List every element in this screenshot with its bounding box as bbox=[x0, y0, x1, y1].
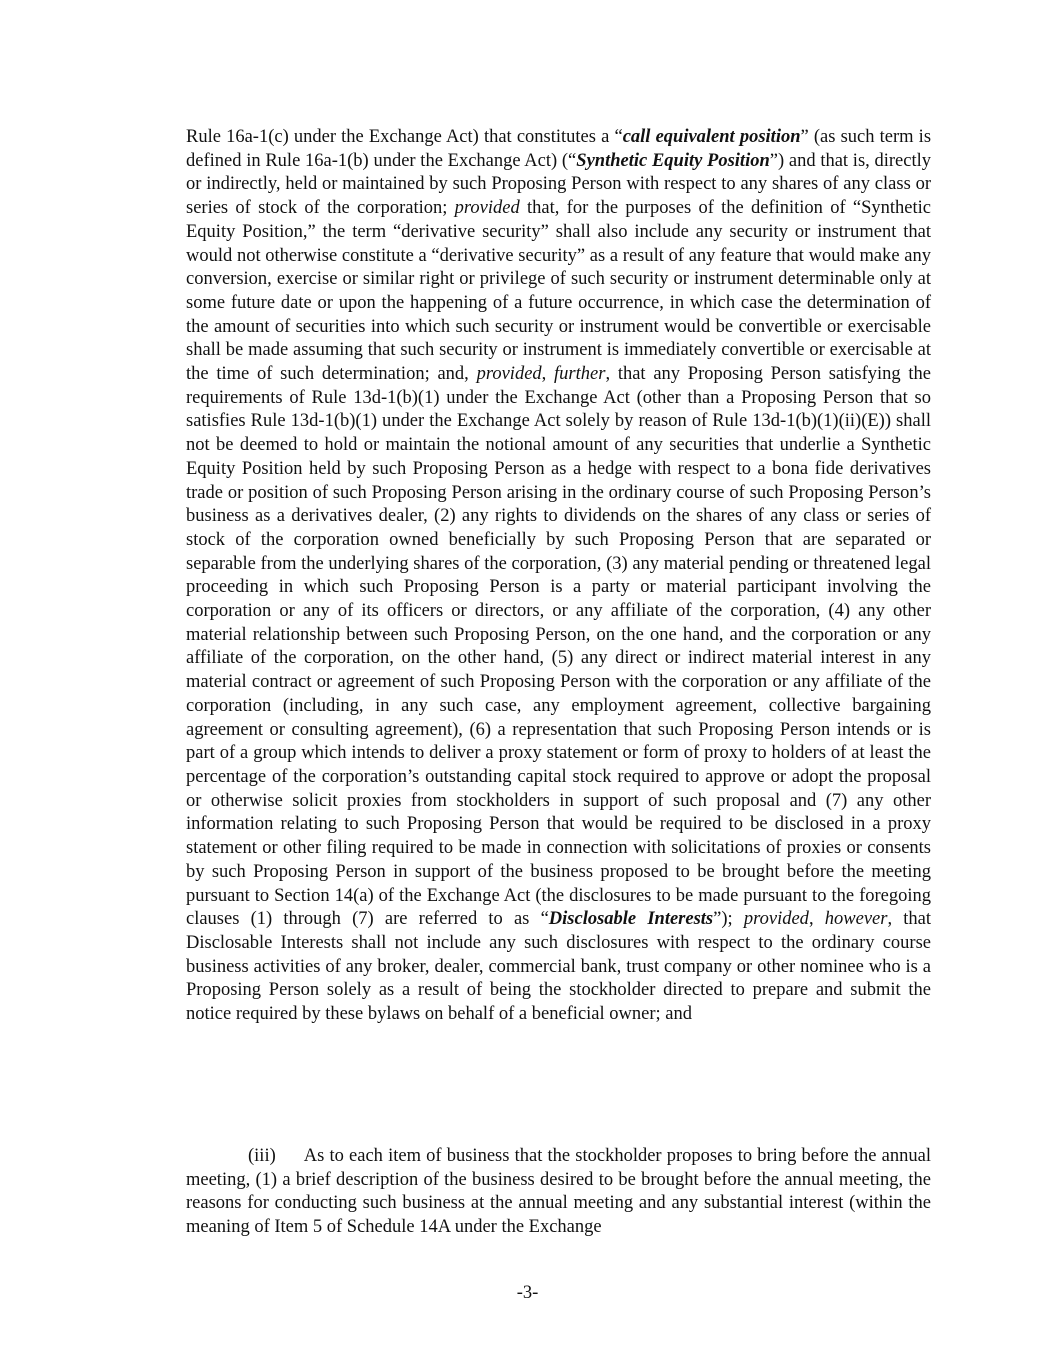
emphasis-further: further bbox=[554, 364, 606, 385]
text-run: , that Disclosable Interests shall not include any such disclosures with respect to the ordinary course business activities of any broker, dealer, commercial bank, trust company or other nominee who is a Proposing Person solely as a result of being the stockholder directed to prepare and submit the notice required by these bylaws on behalf of a beneficial owner; and bbox=[186, 909, 932, 1025]
page-number: -3- bbox=[516, 1283, 539, 1303]
defined-term-call-equivalent-position: call equivalent position bbox=[622, 127, 801, 147]
text-run: ”); bbox=[713, 909, 744, 930]
text-run: , bbox=[808, 909, 825, 930]
emphasis-provided: provided bbox=[454, 198, 520, 219]
emphasis-however: however bbox=[824, 909, 888, 930]
text-run: , that any Proposing Person satisfying the requirements of Rule 13d-1(b)(1) under the Exchange Act (other than a Proposing Person that so satisfies Rule 13d-1(b)(1) under the Exchange Act solely by reason of Rule 13d-1(b)(1)(ii)(E)) shall not be deemed to hold or maintain the notional amount of any securities that underlie a Synthetic Equity Position held by such Proposing Person as a hedge with respect to a bona fide derivatives trade or position of such Proposing Person arising in the ordinary course of such Proposing Person’s business as a derivatives dealer, (2) any rights to dividends on the shares of any class or series of stock of the corporation owned beneficially by such Proposing Person that are separated or separable from the underlying shares of the corporation, (3) any material pending or threatened legal proceeding in which such Proposing Person is a party or material participant involving the corporation or any of its officers or directors, or any affiliate of the corporation, (4) any other material relationship between such Proposing Person, on the one hand, and the corporation or any affiliate of the corporation, on the other hand, (5) any direct or indirect material interest in any material contract or agreement of such Proposing Person with the corporation or any affiliate of the corporation (including, in any such case, any employment agreement, collective bargaining agreement or consulting agreement), (6) a representation that such Proposing Person intends or is part of a group which intends to deliver a proxy statement or form of proxy to holders of at least the percentage of the corporation’s outstanding capital stock required to approve or adopt the proposal or otherwise solicit proxies from stockholders in support of such proposal and (7) any other information relating to such Proposing Person that would be required to be disclosed in a proxy statement or other filing required to be made in connection with solicitations of proxies or consents by such Proposing Person in support of the business proposed to be brought before the meeting pursuant to Section 14(a) of the Exchange Act (the disclosures to be made pursuant to the foregoing clauses (1) through (7) are referred to as “ bbox=[186, 364, 931, 930]
text-run: ”) and that is, directly or indirectly, held or maintained by such Proposing Person with respect to any shares of any class or series of stock of the corporation; bbox=[186, 150, 932, 219]
clause-marker: (iii) bbox=[248, 1146, 276, 1166]
clause-iii-paragraph bbox=[186, 1145, 931, 1240]
defined-term-synthetic-equity-position: Synthetic Equity Position bbox=[576, 150, 770, 171]
text-run: Rule 16a-1(c) under the Exchange Act) that constitutes a “ bbox=[186, 127, 623, 147]
clause-text: As to each item of business that the stockholder proposes to bring before the annual meeting, (1) a brief description of the business desired to be brought before the annual meeting, the reasons for conducting such business at the annual meeting and any substantial interest (within the meaning of Item 5 of Schedule 14A under the Exchange bbox=[186, 1146, 931, 1238]
text-run: ” (as such term is defined in Rule 16a-1(b) under the Exchange Act) (“ bbox=[186, 127, 932, 171]
body-paragraph bbox=[186, 126, 931, 1027]
emphasis-provided: provided bbox=[476, 364, 542, 385]
defined-term-disclosable-interests: Disclosable Interests bbox=[548, 909, 714, 930]
emphasis-provided: provided bbox=[743, 909, 809, 930]
text-run: , bbox=[541, 364, 555, 385]
text-run: that, for the purposes of the definition of “Synthetic Equity Position,” the term “derivative security” shall also include any security or instrument that would not otherwise constitute a “derivative security” as a result of any feature that would make any conversion, exercise or similar right or privilege of such security or instrument determinable only at some future date or upon the happening of a future occurrence, in which case the determination of the amount of securities into which such security or instrument would be convertible or exercisable shall be made assuming that such security or instrument is immediately convertible or exercisable at the time of such determination; and, bbox=[186, 198, 931, 385]
